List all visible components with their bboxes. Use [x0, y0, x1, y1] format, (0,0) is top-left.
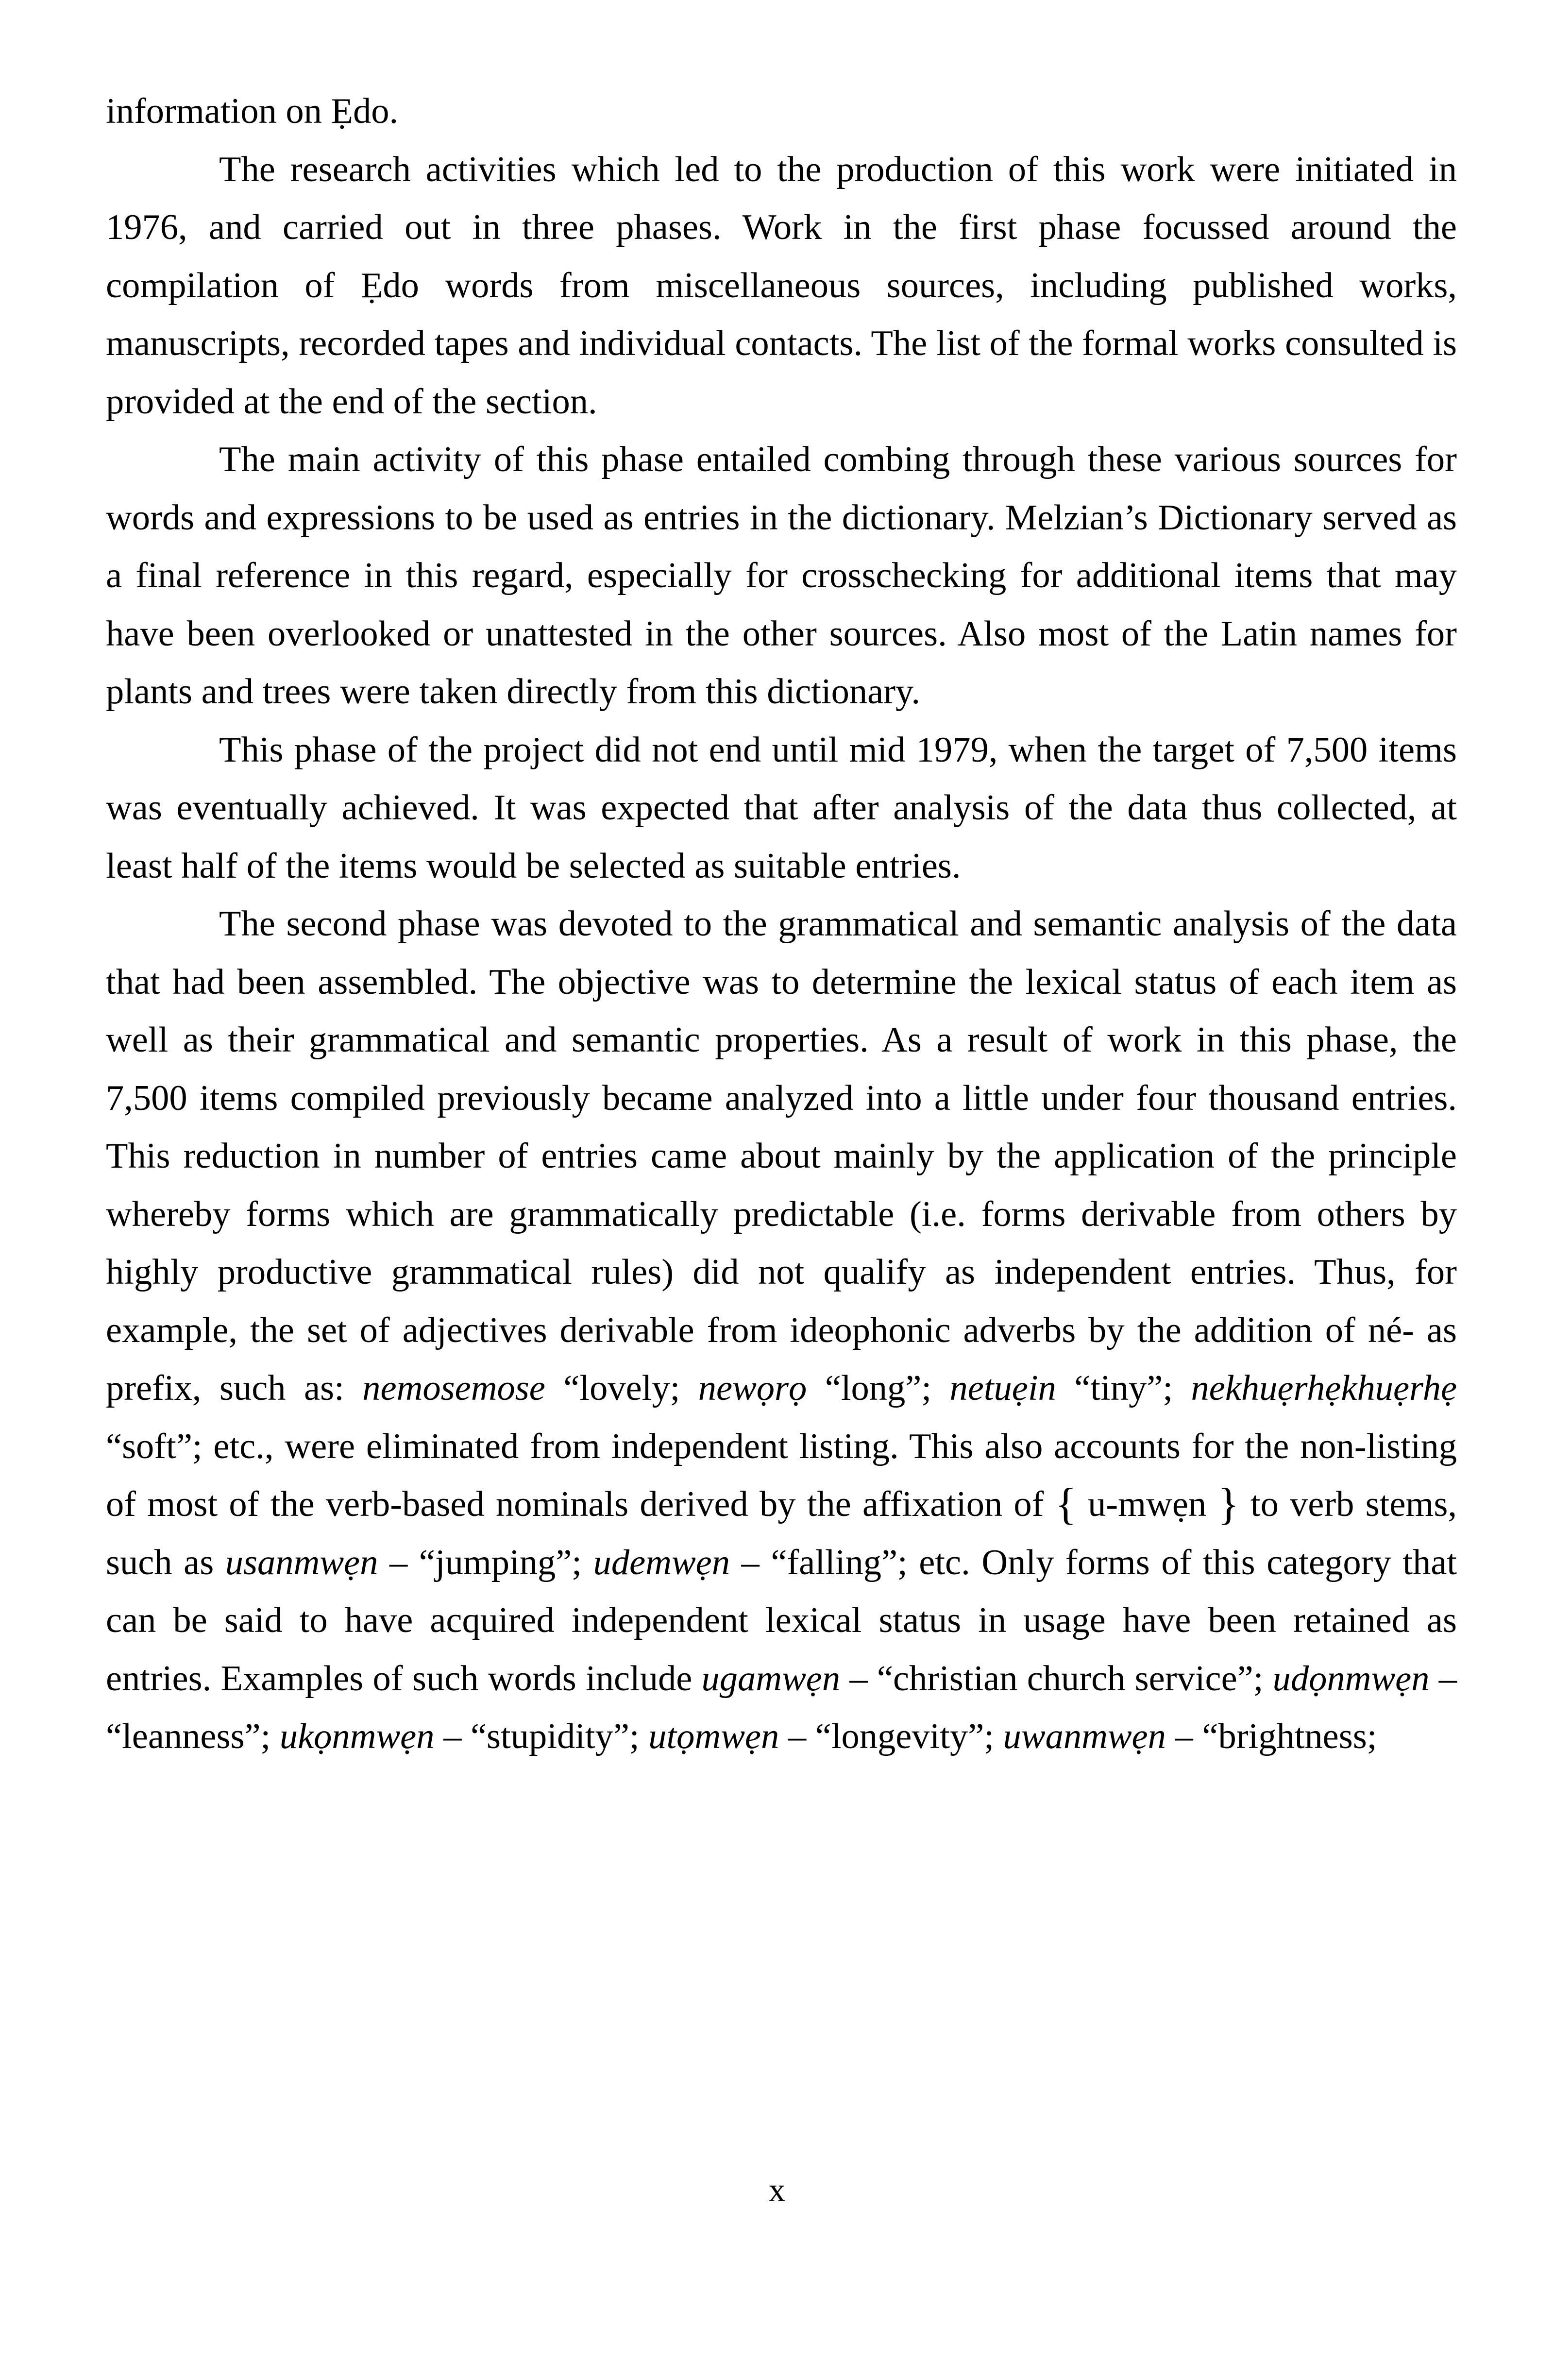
gloss-text: “lovely; — [545, 1368, 698, 1408]
gloss-text: – “longevity”; — [779, 1717, 1003, 1756]
gloss-text: – “jumping”; — [378, 1542, 593, 1582]
document-body — [106, 83, 1457, 1766]
brace-close: } — [1217, 1479, 1239, 1529]
example-word: udọnmwẹn — [1272, 1658, 1430, 1699]
paragraph-continuation: information on Ẹdo. — [106, 91, 399, 131]
example-word: utọmwẹn — [648, 1717, 779, 1756]
gloss-text: “soft”; etc., were eliminated from independent listing. This also accounts for the non-listing of most of the verb-based nominals derived by the affixation of — [106, 1426, 1457, 1524]
paragraph-second-phase-text: The second phase was devoted to the grammatical and semantic analysis of the data that had been assembled. The objective was to determine the lexical status of each item as well as their grammatical and semantic properties. As a result of work in this phase, the 7,500 items compiled previously became analyzed into a little under four thousand entries. This reduction in number of entries came about mainly by the application of the principle whereby forms which are grammatically predictable (i.e. forms derivable from others by highly productive grammatical rules) did not qualify as independent entries. Thus, for example, the set of adjectives derivable from ideophonic adverbs by the addition of né- as prefix, such as: — [106, 904, 1457, 1408]
example-word: netuẹin — [949, 1368, 1056, 1408]
paragraph-research-phases: The research activities which led to the production of this work were initiated in 1976, and carried out in three phases. Work in the first phase focussed around the compilation of Ẹdo words from miscellaneous sources, including published works, manuscripts, recorded tapes and individual contacts. The list of the formal works consulted is provided at the end of the section. — [106, 149, 1457, 422]
paragraph-main-activity: The main activity of this phase entailed combing through these various sources for words and expressions to be used as entries in the dictionary. Melzian’s Dictionary served as a final reference in this regard, especially for crosschecking for additional items that may have been overlooked or unattested in the other sources. Also most of the Latin names for plants and trees were taken directly from this dictionary. — [106, 440, 1457, 712]
example-word: udemwẹn — [593, 1542, 730, 1582]
example-word: nekhuẹrhẹkhuẹrhẹ — [1191, 1368, 1457, 1408]
gloss-text: – “stupidity”; — [434, 1717, 649, 1756]
paragraph-project-target: This phase of the project did not end until mid 1979, when the target of 7,500 items was eventually achieved. It was expected that after analysis of the data thus collected, at least half of the items would be selected as suitable entries. — [106, 730, 1457, 886]
example-word: ugamwẹn — [701, 1658, 841, 1699]
affix-text: u-mwẹn — [1076, 1484, 1218, 1524]
paragraph-second-phase — [106, 895, 1457, 1766]
gloss-text: “long”; — [807, 1368, 950, 1408]
page-number: x — [768, 2172, 786, 2209]
example-word: ukọnmwẹn — [279, 1717, 435, 1756]
gloss-text: – “falling”; etc. Only forms of this category that can be said to have acquired independent lexical status in usage have been retained as entries. Examples of such words include — [106, 1542, 1457, 1699]
gloss-text: – “brightness; — [1166, 1717, 1377, 1756]
gloss-text: to verb stems, such as — [106, 1484, 1457, 1582]
gloss-text: – “leanness”; — [106, 1658, 1457, 1756]
gloss-text: – “christian church service”; — [840, 1658, 1273, 1699]
example-word: usanmwẹn — [225, 1542, 378, 1582]
example-word: nemosemose — [362, 1368, 545, 1408]
example-word: newọrọ — [698, 1368, 807, 1408]
brace-open: { — [1055, 1479, 1077, 1529]
example-word: uwanmwẹn — [1003, 1717, 1166, 1756]
gloss-text: “tiny”; — [1056, 1368, 1191, 1408]
